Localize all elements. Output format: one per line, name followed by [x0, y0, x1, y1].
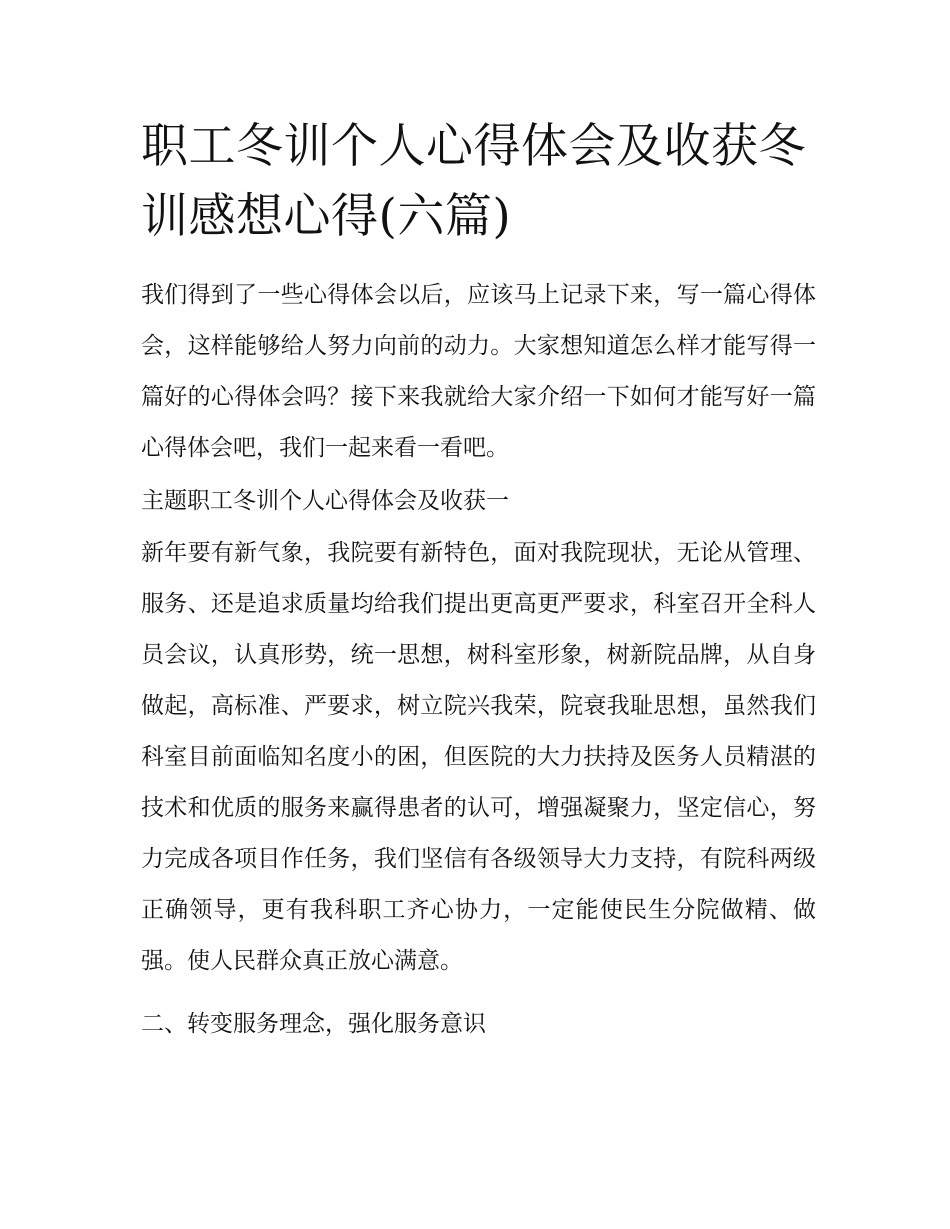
section-2-heading: 二、转变服务理念，强化服务意识 [141, 1011, 486, 1037]
intro-paragraph: 我们得到了一些心得体会以后，应该马上记录下来，写一篇心得体会，这样能够给人努力向前的动力。大家想知道怎么样才能写得一篇好的心得体会吗？接下来我就给大家介绍一下如何才能写好一篇心得体会吧，我们一起来看一看吧。 [141, 282, 816, 461]
document-page [141, 112, 816, 1049]
document-title: 职工冬训个人心得体会及收获冬训感想心得(六篇) [141, 119, 806, 244]
section-1-heading: 主题职工冬训个人心得体会及收获一 [141, 488, 509, 514]
section-1-body: 新年要有新气象，我院要有新特色，面对我院现状，无论从管理、服务、还是追求质量均给我们提出更高更严要求，科室召开全科人员会议，认真形势，统一思想，树科室形象，树新院品牌，从自身做起，高标准、严要求，树立院兴我荣，院衰我耻思想，虽然我们科室目前面临知名度小的困，但医院的大力扶持及医务人员精湛的技术和优质的服务来赢得患者的认可，增强凝聚力，坚定信心，努力完成各项目作任务，我们坚信有各级领导大力支持，有院科两级正确领导，更有我科职工齐心协力，一定能使民生分院做精、做强。使人民群众真正放心满意。 [141, 540, 816, 974]
